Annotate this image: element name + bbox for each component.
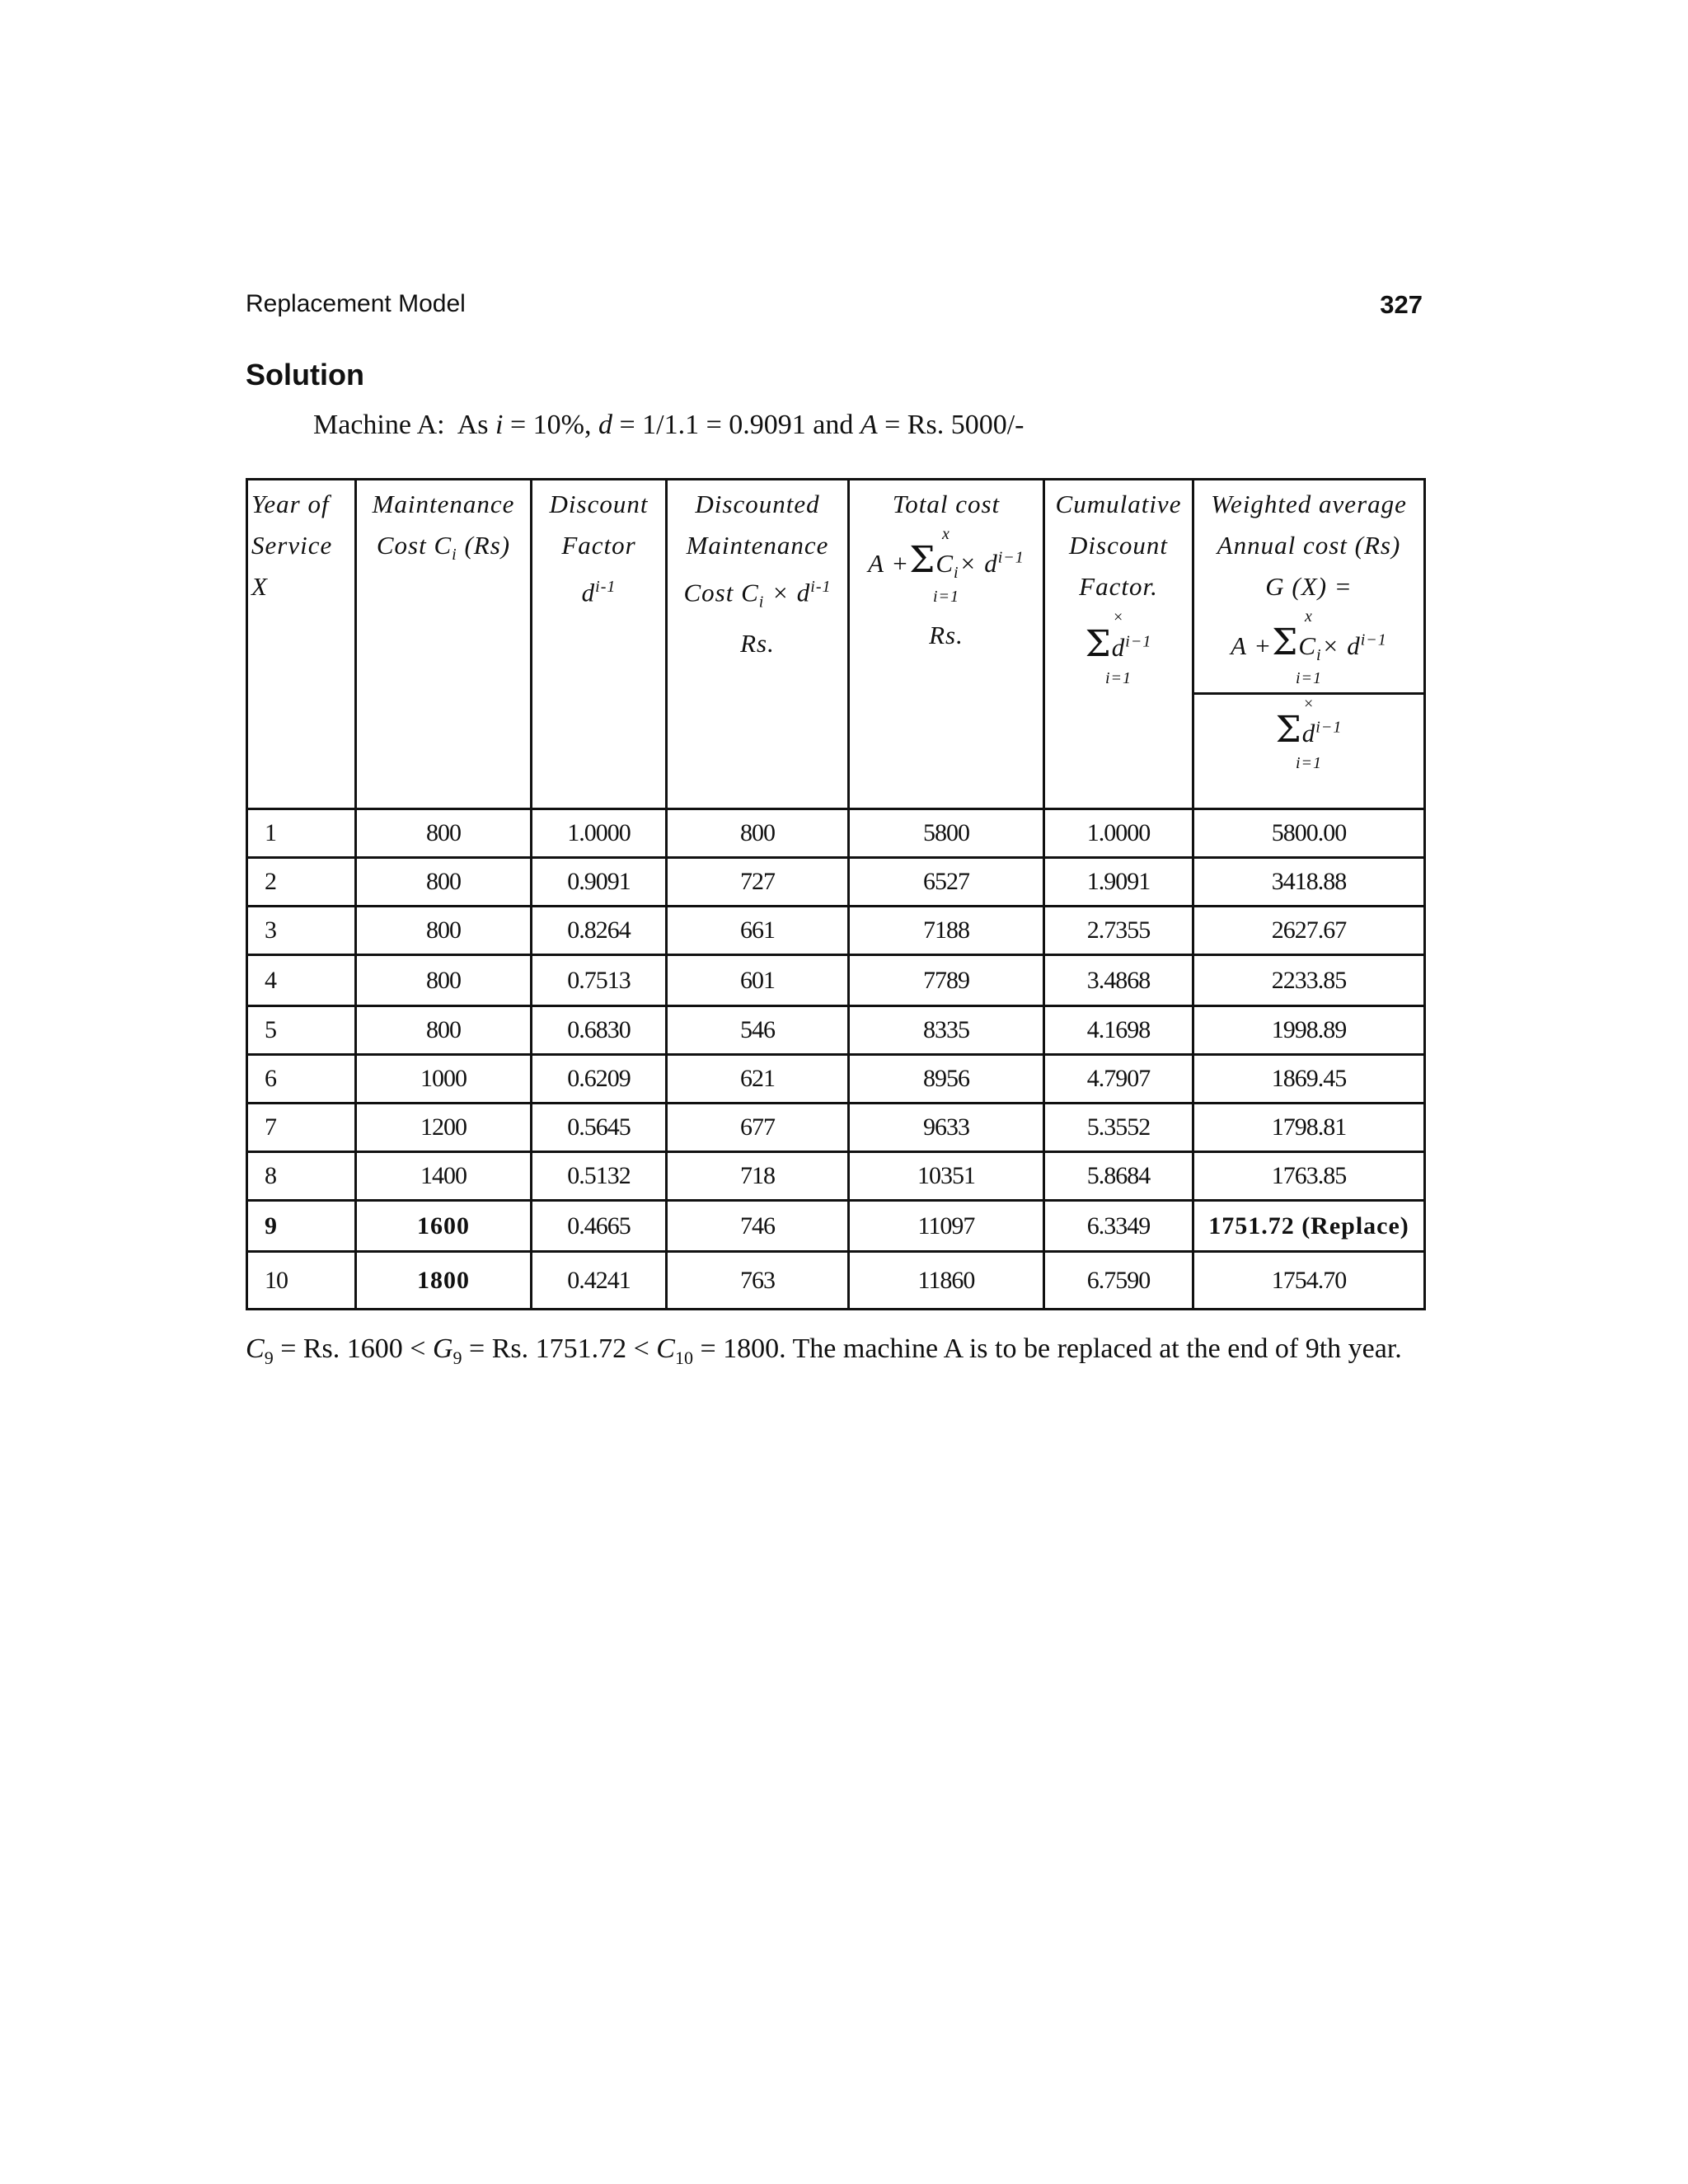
cell-maintenance: 800 <box>356 1006 532 1055</box>
cell-discount: 0.4665 <box>532 1201 667 1252</box>
cell-year: 8 <box>247 1152 356 1201</box>
table-row <box>247 1055 1425 1104</box>
conclusion-paragraph: $C_9 = Rs$. $1600 < G_9 = Rs$. $1751.72 < C_{10} = 1800$. The machine A is to be replaced at the end of 9th year. <box>246 1333 1402 1368</box>
cell-maintenance: 1000 <box>356 1055 532 1104</box>
cell-weighted: 5800.00 <box>1193 809 1425 858</box>
cell-cumulative: 2.7355 <box>1044 907 1193 955</box>
cell-total: 8335 <box>849 1006 1044 1055</box>
cell-discount: 0.5132 <box>532 1152 667 1201</box>
page-number: 327 <box>1380 290 1423 319</box>
header-total-cost: Total cost x $A +\Sigma C_i\times d^{i-1}$ i=1 Rs. <box>849 480 1044 809</box>
cell-year: 7 <box>247 1104 356 1152</box>
cell-total: 7188 <box>849 907 1044 955</box>
cell-discount: 0.6209 <box>532 1055 667 1104</box>
cell-cumulative: 4.1698 <box>1044 1006 1193 1055</box>
running-title: Replacement Model <box>246 290 466 317</box>
header-year: Year of Service X <box>247 480 356 809</box>
d-value: = 1/1.1 = 0.9091 and <box>619 410 854 440</box>
cell-discounted: 661 <box>667 907 849 955</box>
cell-cumulative: 1.0000 <box>1044 809 1193 858</box>
c10-variable: C <box>656 1333 675 1364</box>
as-label: As <box>457 410 489 440</box>
running-head <box>246 290 1423 326</box>
cell-total: 10351 <box>849 1152 1044 1201</box>
cell-total: 5800 <box>849 809 1044 858</box>
cell-year: 10 <box>247 1252 356 1310</box>
cell-weighted: 1754.70 <box>1193 1252 1425 1310</box>
cell-weighted: 2627.67 <box>1193 907 1425 955</box>
cell-cumulative: 1.9091 <box>1044 858 1193 907</box>
cell-discount: 0.5645 <box>532 1104 667 1152</box>
cell-cumulative: 6.7590 <box>1044 1252 1193 1310</box>
table-row <box>247 1006 1425 1055</box>
cell-total: 11097 <box>849 1201 1044 1252</box>
a-value: = Rs. 5000/- <box>884 410 1025 440</box>
header-maintenance: Maintenance Cost $C_i$ (Rs) <box>356 480 532 809</box>
cell-maintenance: 1400 <box>356 1152 532 1201</box>
cell-maintenance: 1600 <box>356 1201 532 1252</box>
table-row <box>247 907 1425 955</box>
cell-weighted: 1998.89 <box>1193 1006 1425 1055</box>
cell-maintenance: 800 <box>356 858 532 907</box>
cell-year: 5 <box>247 1006 356 1055</box>
cell-weighted: 1798.81 <box>1193 1104 1425 1152</box>
i-variable: i <box>495 410 504 440</box>
cell-discounted: 746 <box>667 1201 849 1252</box>
cell-discount: 0.8264 <box>532 907 667 955</box>
cell-year: 2 <box>247 858 356 907</box>
cell-discount: 0.7513 <box>532 955 667 1006</box>
cell-weighted: 3418.88 <box>1193 858 1425 907</box>
header-cumulative: Cumulative Discount Factor. × $\Sigma d^{i-1}$ i=1 <box>1044 480 1193 809</box>
c9-variable: C <box>246 1333 265 1364</box>
cell-discounted: 546 <box>667 1006 849 1055</box>
header-weighted-average: Weighted average Annual cost (Rs) G (X) = x $A +\Sigma C_i\times d^{i-1}$ i=1 × $\Sigma d^{i-1}$ i=1 <box>1193 480 1425 809</box>
cell-weighted: 1763.85 <box>1193 1152 1425 1201</box>
cell-year: 4 <box>247 955 356 1006</box>
table-row <box>247 1152 1425 1201</box>
replacement-table <box>246 478 1426 1310</box>
cell-discounted: 800 <box>667 809 849 858</box>
g9-variable: G <box>432 1333 453 1364</box>
cell-discounted: 601 <box>667 955 849 1006</box>
cell-maintenance: 800 <box>356 955 532 1006</box>
cell-weighted: 2233.85 <box>1193 955 1425 1006</box>
header-discount: Discount Factor $d^{i-1}$ <box>532 480 667 809</box>
i-value: = 10%, <box>509 410 592 440</box>
header-row <box>247 480 1425 809</box>
cell-weighted: 1869.45 <box>1193 1055 1425 1104</box>
cell-year: 6 <box>247 1055 356 1104</box>
table-row <box>247 858 1425 907</box>
d-variable: d <box>598 410 612 440</box>
a-variable: A <box>860 410 878 440</box>
cell-cumulative: 5.8684 <box>1044 1152 1193 1201</box>
cell-discounted: 727 <box>667 858 849 907</box>
table-row <box>247 1252 1425 1310</box>
cell-year: 9 <box>247 1201 356 1252</box>
cell-cumulative: 3.4868 <box>1044 955 1193 1006</box>
header-discounted: Discounted Maintenance Cost $C_i \times d^{i-1}$ Rs. <box>667 480 849 809</box>
table-row <box>247 1104 1425 1152</box>
cell-total: 8956 <box>849 1055 1044 1104</box>
cell-maintenance: 800 <box>356 809 532 858</box>
cell-total: 9633 <box>849 1104 1044 1152</box>
table-row <box>247 955 1425 1006</box>
cell-year: 3 <box>247 907 356 955</box>
cell-maintenance: 800 <box>356 907 532 955</box>
machine-label: Machine A: <box>313 410 445 440</box>
cell-discounted: 763 <box>667 1252 849 1310</box>
cell-discount: 0.6830 <box>532 1006 667 1055</box>
section-heading: Solution <box>246 358 364 391</box>
cell-total: 7789 <box>849 955 1044 1006</box>
cell-discounted: 677 <box>667 1104 849 1152</box>
cell-total: 6527 <box>849 858 1044 907</box>
cell-cumulative: 6.3349 <box>1044 1201 1193 1252</box>
intro-line <box>313 410 1024 441</box>
cell-cumulative: 5.3552 <box>1044 1104 1193 1152</box>
cell-year: 1 <box>247 809 356 858</box>
cell-total: 11860 <box>849 1252 1044 1310</box>
cell-maintenance: 1200 <box>356 1104 532 1152</box>
cell-discounted: 621 <box>667 1055 849 1104</box>
table-body <box>247 809 1425 1310</box>
cell-discount: 0.4241 <box>532 1252 667 1310</box>
cell-cumulative: 4.7907 <box>1044 1055 1193 1104</box>
cell-discount: 0.9091 <box>532 858 667 907</box>
table-row <box>247 809 1425 858</box>
table-row <box>247 1201 1425 1252</box>
cell-discounted: 718 <box>667 1152 849 1201</box>
cell-weighted: 1751.72 (Replace) <box>1193 1201 1425 1252</box>
cell-maintenance: 1800 <box>356 1252 532 1310</box>
cell-discount: 1.0000 <box>532 809 667 858</box>
